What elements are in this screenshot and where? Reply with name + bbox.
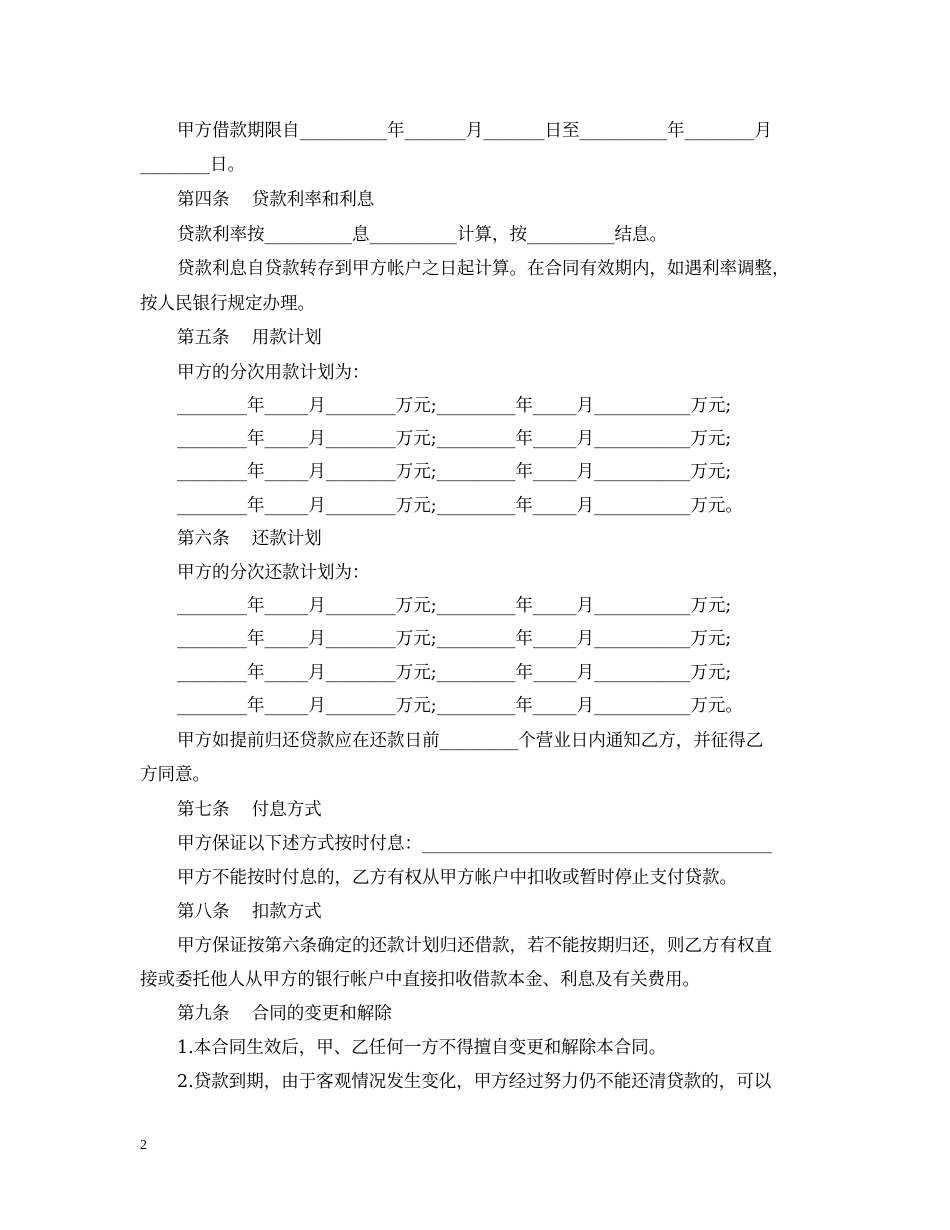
interest-rate-line: 贷款利率按__________息__________计算，按__________结息。 xyxy=(177,225,667,245)
article-9-heading: 第九条 合同的变更和解除 xyxy=(177,1004,392,1024)
early-repayment-line-cont: 方同意。 xyxy=(140,765,210,785)
drawdown-plan-row: ________年_____月________万元;_________年_____月___________万元; xyxy=(177,396,732,416)
article-5-heading: 第五条 用款计划 xyxy=(177,328,322,348)
interest-calc-line-cont: 按人民银行规定办理。 xyxy=(140,294,315,314)
loan-term-line-cont: ________日。 xyxy=(140,155,245,175)
article-4-heading: 第四条 贷款利率和利息 xyxy=(177,190,375,210)
repayment-plan-intro: 甲方的分次还款计划为： xyxy=(177,563,370,583)
page-number: 2 xyxy=(140,1138,147,1153)
drawdown-plan-intro: 甲方的分次用款计划为： xyxy=(177,363,370,383)
early-repayment-line: 甲方如提前归还贷款应在还款日前_________个营业日内通知乙方，并征得乙 xyxy=(177,731,764,751)
article-8-heading: 第八条 扣款方式 xyxy=(177,902,322,922)
repayment-plan-row: ________年_____月________万元;_________年_____月___________万元; xyxy=(177,596,732,616)
loan-term-line: 甲方借款期限自__________年_______月_______日至__________年________月 xyxy=(177,121,772,141)
deduction-line: 甲方保证按第六条确定的还款计划归还借款，若不能按期归还，则乙方有权直 xyxy=(177,936,772,956)
payment-method-line: 甲方保证以下述方式按时付息：________________________________________ xyxy=(177,834,772,854)
drawdown-plan-row: ________年_____月________万元;_________年_____月___________万元。 xyxy=(177,496,743,516)
article-6-heading: 第六条 还款计划 xyxy=(177,529,322,549)
repayment-plan-row: ________年_____月________万元;_________年_____月___________万元。 xyxy=(177,696,743,716)
clause-9-2: 2.贷款到期，由于客观情况发生变化，甲方经过努力仍不能还清贷款的，可以 xyxy=(177,1072,772,1092)
drawdown-plan-row: ________年_____月________万元;_________年_____月___________万元; xyxy=(177,462,732,482)
repayment-plan-row: ________年_____月________万元;_________年_____月___________万元; xyxy=(177,663,732,683)
drawdown-plan-row: ________年_____月________万元;_________年_____月___________万元; xyxy=(177,429,732,449)
deduction-line-cont: 接或委托他人从甲方的银行帐户中直接扣收借款本金、利息及有关费用。 xyxy=(140,970,700,990)
article-7-heading: 第七条 付息方式 xyxy=(177,800,322,820)
late-payment-line: 甲方不能按时付息的，乙方有权从甲方帐户中扣收或暂时停止支付贷款。 xyxy=(177,868,737,888)
repayment-plan-row: ________年_____月________万元;_________年_____月___________万元; xyxy=(177,629,732,649)
interest-calc-line: 贷款利息自贷款转存到甲方帐户之日起计算。在合同有效期内，如遇利率调整， xyxy=(177,259,790,279)
clause-9-1: 1.本合同生效后，甲、乙任何一方不得擅自变更和解除本合同。 xyxy=(177,1038,667,1058)
